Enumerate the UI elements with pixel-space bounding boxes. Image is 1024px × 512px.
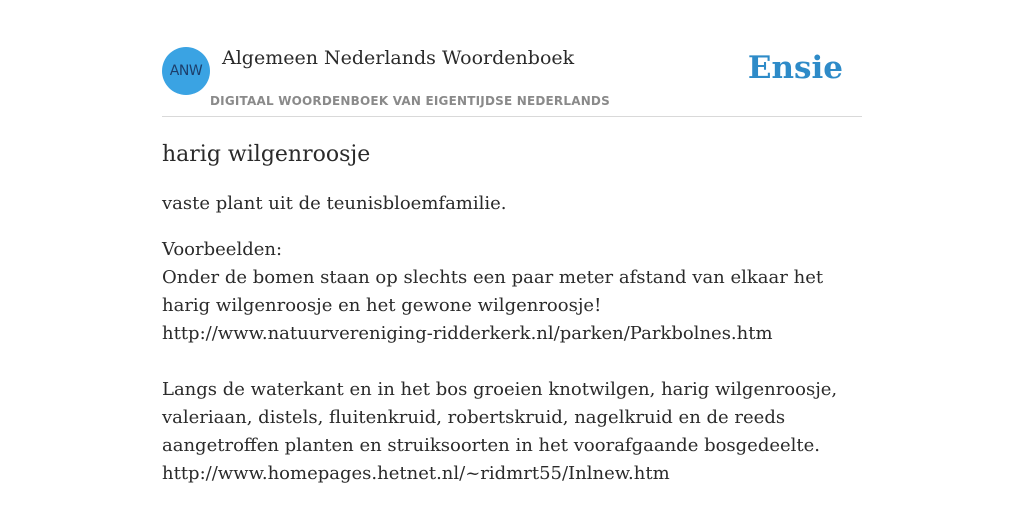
site-title[interactable]: Algemeen Nederlands Woordenboek bbox=[222, 47, 575, 69]
examples-heading: Voorbeelden: bbox=[162, 239, 283, 260]
entry-content bbox=[162, 138, 862, 488]
example-text-1: Onder de bomen staan op slechts een paar meter afstand van elkaar het harig wilgenroosje en het gewone wilgenroosje! bbox=[162, 267, 824, 316]
site-subtitle: DIGITAAL WOORDENBOEK VAN EIGENTIJDSE NEDERLANDS bbox=[210, 94, 610, 108]
site-header bbox=[162, 46, 862, 117]
example-source-link-1[interactable]: http://www.natuurvereniging-ridderkerk.nl/parken/Parkbolnes.htm bbox=[162, 323, 773, 344]
ensie-logo-link[interactable]: Ensie bbox=[747, 50, 843, 86]
examples-section bbox=[162, 236, 862, 488]
entry-headword: harig wilgenroosje bbox=[162, 142, 371, 167]
anw-logo[interactable] bbox=[162, 47, 210, 95]
entry-definition: vaste plant uit de teunisbloemfamilie. bbox=[162, 193, 507, 214]
example-text-2: Langs de waterkant en in het bos groeien knotwilgen, harig wilgenroosje, valeriaan, distels, fluitenkruid, robertskruid, nagelkruid en de reeds aangetroffen planten en struiksoorten in het voorafgaande bosgedeelte. bbox=[162, 379, 838, 456]
example-spacer bbox=[162, 348, 862, 376]
logo-text: ANW bbox=[169, 63, 203, 79]
example-source-link-2[interactable]: http://www.homepages.hetnet.nl/~ridmrt55/Inlnew.htm bbox=[162, 463, 670, 484]
